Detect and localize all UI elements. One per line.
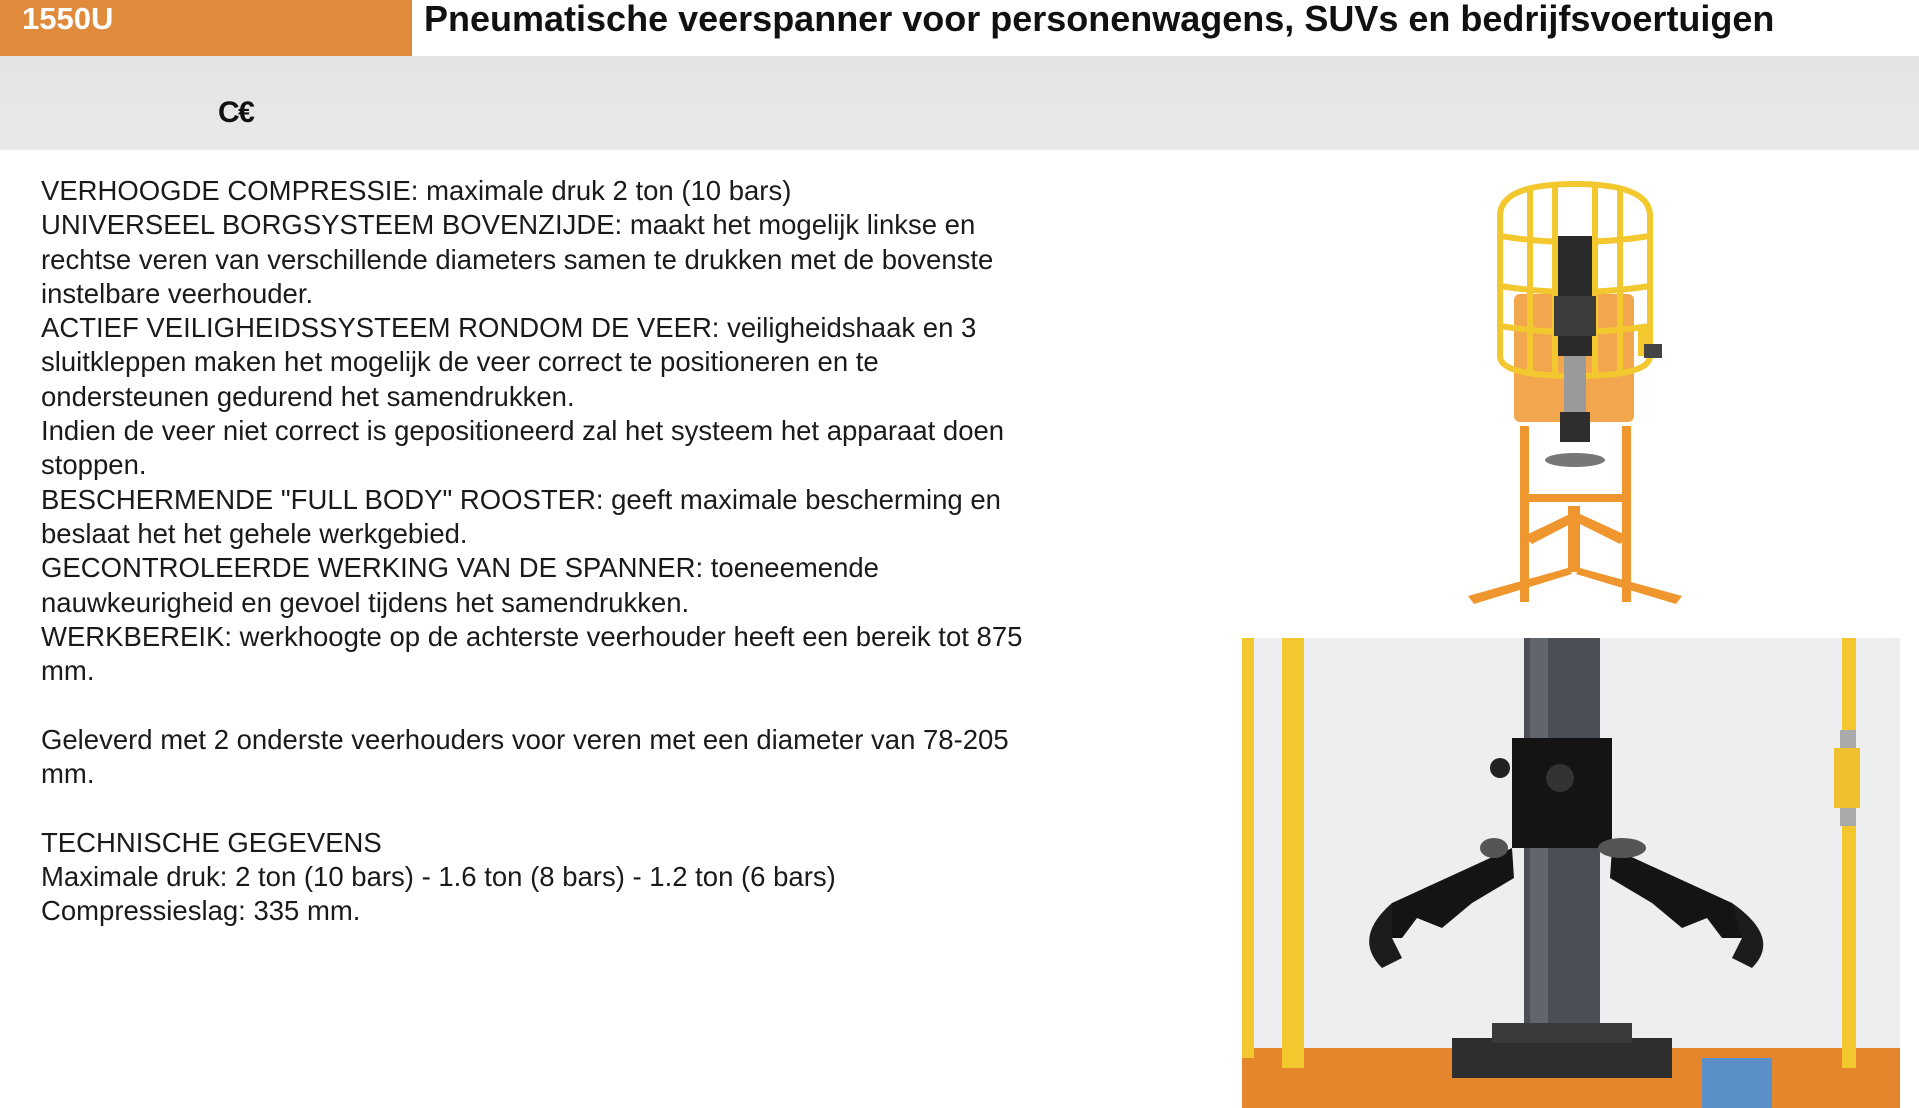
description-line: ACTIEF VEILIGHEIDSSYSTEEM RONDOM DE VEER: veiligheidshaak en 3 [41,312,977,344]
description-line: Compressieslag: 335 mm. [41,895,361,927]
description-line: stoppen. [41,449,147,481]
description-line: VERHOOGDE COMPRESSIE: maximale druk 2 ton (10 bars) [41,175,792,206]
description-line: GECONTROLEERDE WERKING VAN DE SPANNER: toeneemende [41,552,879,584]
header-band [0,56,1919,150]
product-code-badge [0,0,412,56]
description-line: mm. [41,655,95,687]
description-line: Maximale druk: 2 ton (10 bars) - 1.6 ton (8 bars) - 1.2 ton (6 bars) [41,860,836,892]
description-line [41,791,1121,825]
description-line: rechtse veren van verschillende diameters samen te drukken met de bovenste [41,243,994,275]
ce-mark-icon: C € [218,96,253,129]
description-line: Indien de veer niet correct is gepositioneerd zal het systeem het apparaat doen [41,415,1005,447]
description-line: nauwkeurigheid en gevoel tijdens het samendrukken. [41,586,690,618]
product-title: Pneumatische veerspanner voor personenwagens, SUVs en bedrijfsvoertuigen [424,0,1775,39]
spring-holder-closeup [1242,638,1900,1108]
description-line: WERKBEREIK: werkhoogte op de achterste veerhouder heeft een bereik tot 875 [41,620,1023,652]
description-line: BESCHERMENDE "FULL BODY" ROOSTER: geeft maximale bescherming en [41,483,1001,515]
description-line: beslaat het het gehele werkgebied. [41,517,468,549]
description-line: ondersteunen gedurend het samendrukken. [41,380,575,412]
description-line: UNIVERSEEL BORGSYSTEEM BOVENZIJDE: maakt het mogelijk linkse en [41,209,976,241]
description-line: Geleverd met 2 onderste veerhouders voor veren met een diameter van 78-205 [41,723,1009,755]
product-description [41,174,1121,929]
spring-compressor-full-view [1460,176,1690,610]
description-line: sluitkleppen maken het mogelijk de veer correct te positioneren en te [41,346,879,378]
description-line: instelbare veerhouder. [41,277,314,309]
header [0,0,1919,56]
description-line: TECHNISCHE GEGEVENS [41,826,382,858]
product-code: 1550U [22,1,114,36]
description-line: mm. [41,758,95,790]
description-line [41,688,1121,722]
